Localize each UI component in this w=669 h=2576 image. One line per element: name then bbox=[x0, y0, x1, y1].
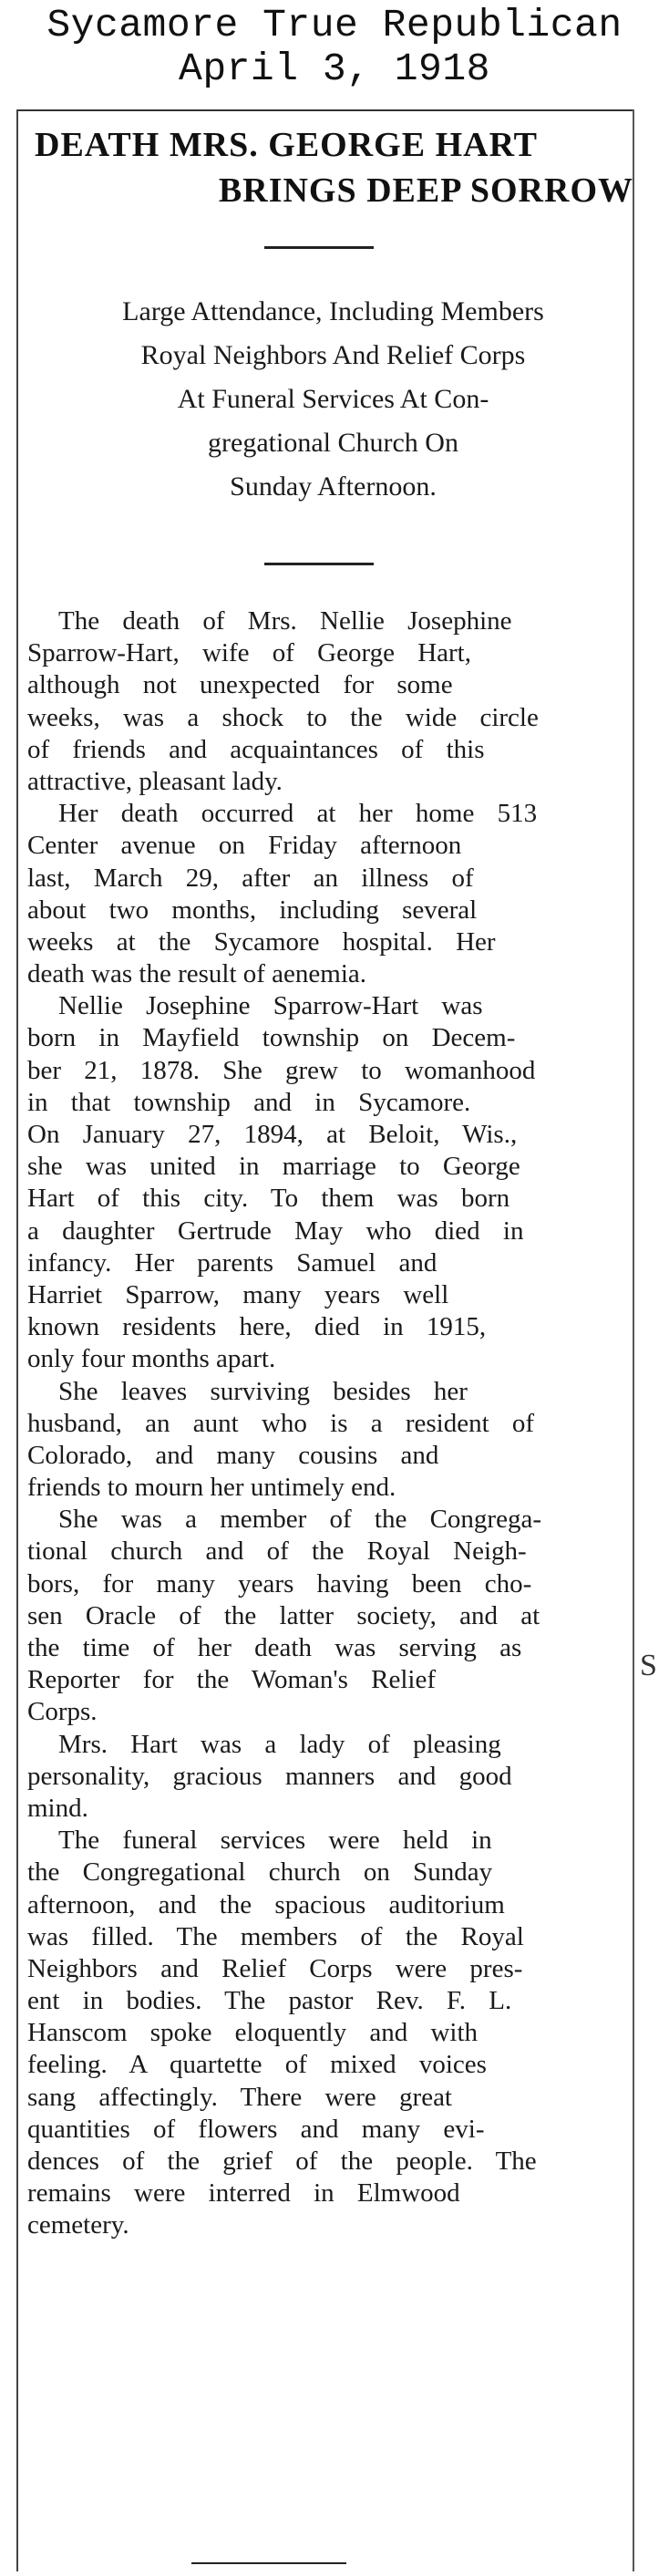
article-line: was filled. The members of the Royal bbox=[27, 1921, 524, 1951]
article-line: Corps. bbox=[27, 1697, 98, 1727]
article-line: Hanscom spoke eloquently and with bbox=[27, 2018, 479, 2048]
article-line: of friends and acquaintances of this bbox=[27, 734, 485, 764]
article-line: born in Mayfield township on Decem- bbox=[27, 1023, 516, 1053]
headline-line-1: DEATH MRS. GEORGE HART bbox=[35, 126, 539, 164]
article-line: a daughter Gertrude May who died in bbox=[27, 1216, 524, 1246]
column-border-left bbox=[16, 109, 18, 2571]
article-line: Hart of this city. To them was born bbox=[27, 1184, 510, 1214]
subhead-line: Large Attendance, Including Members bbox=[122, 296, 544, 326]
article-line: feeling. A quartette of mixed voices bbox=[27, 2050, 487, 2080]
article-line: ent in bodies. The pastor Rev. F. L. bbox=[27, 1986, 512, 2016]
article-line: remains were interred in Elmwood bbox=[27, 2178, 460, 2209]
subhead-line: Royal Neighbors And Relief Corps bbox=[140, 340, 526, 370]
divider-rule-middle bbox=[264, 563, 374, 565]
article-line: known residents here, died in 1915, bbox=[27, 1312, 487, 1342]
typed-header bbox=[0, 4, 669, 91]
article-line: husband, an aunt who is a resident of bbox=[27, 1408, 535, 1438]
subheadline bbox=[26, 290, 641, 509]
article-line: death was the result of aenemia. bbox=[27, 959, 367, 989]
article-line: about two months, including several bbox=[27, 895, 478, 925]
article-line: personality, gracious manners and good bbox=[27, 1761, 512, 1791]
article-line: Colorado, and many cousins and bbox=[27, 1440, 439, 1470]
article-line: mind. bbox=[27, 1793, 88, 1823]
article-line: On January 27, 1894, at Beloit, Wis., bbox=[27, 1120, 518, 1149]
article-line: Neighbors and Relief Corps were pres- bbox=[27, 1953, 523, 1983]
article-line: weeks, was a shock to the wide circle bbox=[27, 702, 539, 732]
article-line: Mrs. Hart was a lady of pleasing bbox=[58, 1729, 501, 1759]
article-line: weeks at the Sycamore hospital. Her bbox=[27, 926, 496, 957]
article-line: the time of her death was serving as bbox=[27, 1633, 522, 1662]
article-line: although not unexpected for some bbox=[27, 670, 453, 700]
article-line: Sparrow-Hart, wife of George Hart, bbox=[27, 638, 471, 668]
article-line: afternoon, and the spacious auditorium bbox=[27, 1889, 505, 1919]
article-line: cemetery. bbox=[27, 2210, 129, 2240]
article-line: friends to mourn her untimely end. bbox=[27, 1473, 396, 1503]
article-line: The funeral services were held in bbox=[58, 1826, 492, 1856]
adjacent-column-fragment: S bbox=[640, 1649, 657, 1682]
article-line: She was a member of the Congrega- bbox=[58, 1505, 541, 1535]
article-line: The death of Mrs. Nellie Josephine bbox=[58, 606, 512, 636]
article-line: last, March 29, after an illness of bbox=[27, 863, 474, 893]
article-line: tional church and of the Royal Neigh- bbox=[27, 1536, 527, 1567]
article-line: Her death occurred at her home 513 bbox=[58, 799, 538, 829]
divider-rule-bottom bbox=[191, 2562, 346, 2564]
article-line: Reporter for the Woman's Relief bbox=[27, 1665, 437, 1695]
article-line: She leaves surviving besides her bbox=[58, 1376, 468, 1406]
article-line: Harriet Sparrow, many years well bbox=[27, 1279, 449, 1309]
column-border-top bbox=[16, 109, 633, 111]
article-line: only four months apart. bbox=[27, 1344, 276, 1374]
publication-name: Sycamore True Republican bbox=[46, 3, 623, 47]
article-line: in that township and in Sycamore. bbox=[27, 1087, 471, 1117]
subhead-line: Sunday Afternoon. bbox=[230, 471, 437, 502]
subhead-line: At Funeral Services At Con- bbox=[177, 384, 489, 414]
article-line: sang affectingly. There were great bbox=[27, 2082, 452, 2112]
article-body bbox=[27, 605, 633, 2242]
article-line: bors, for many years having been cho- bbox=[27, 1568, 532, 1598]
article-line: quantities of flowers and many evi- bbox=[27, 2114, 485, 2144]
article-line: ber 21, 1878. She grew to womanhood bbox=[27, 1055, 536, 1085]
article-line: the Congregational church on Sunday bbox=[27, 1857, 493, 1888]
article-line: attractive, pleasant lady. bbox=[27, 766, 283, 796]
headline-line-2: BRINGS DEEP SORROW bbox=[218, 171, 633, 210]
article-line: dences of the grief of the people. The bbox=[27, 2147, 537, 2176]
article-line: Nellie Josephine Sparrow-Hart was bbox=[58, 991, 483, 1021]
article-line: infancy. Her parents Samuel and bbox=[27, 1247, 437, 1278]
subhead-line: gregational Church On bbox=[208, 428, 458, 458]
publication-date: April 3, 1918 bbox=[179, 47, 490, 91]
divider-rule-top bbox=[264, 246, 374, 249]
article-line: sen Oracle of the latter society, and at bbox=[27, 1600, 540, 1630]
article-line: Center avenue on Friday afternoon bbox=[27, 831, 462, 861]
article-line: she was united in marriage to George bbox=[27, 1152, 520, 1182]
